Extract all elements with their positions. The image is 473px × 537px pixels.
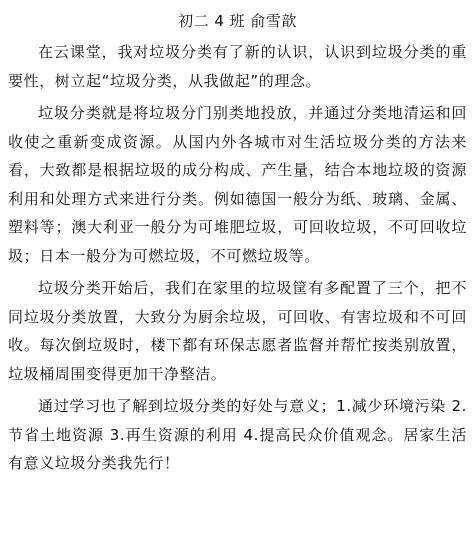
paragraph-4: 通过学习也了解到垃圾分类的好处与意义；1.减少环境污染 2.节省土地资源 3.再生资源的利用 4.提高民众价值观念。居家生活有意义垃圾分类我先行！ xyxy=(8,397,467,472)
document-title: 初二 4 班 俞雪歆 xyxy=(178,12,297,30)
paragraph-2: 垃圾分类就是将垃圾分门别类地投放，并通过分类地清运和回收使之重新变成资源。从国内外各城市对生活垃圾分类的方法来看，大致都是根据垃圾的成分构成、产生量，结合本地垃圾的资源利用和处理方式来进行分类。例如德国一般分为纸、玻璃、金属、塑料等；澳大利亚一般分为可堆肥垃圾，可回收垃圾，不可回收垃圾；日本一般分为可燃垃圾，不可燃垃圾等。 xyxy=(8,104,467,265)
paragraph-1: 在云课堂，我对垃圾分类有了新的认识，认识到垃圾分类的重要性，树立起“垃圾分类，从我做起”的理念。 xyxy=(8,43,467,90)
paragraph-3: 垃圾分类开始后，我们在家里的垃圾筐有多配置了三个，把不同垃圾分类放置，大致分为厨余垃圾，可回收、有害垃圾和不可回收。每次倒垃圾时，楼下都有环保志愿者监督并帮忙按类别放置，垃圾桶周围变得更加干净整洁。 xyxy=(8,279,467,383)
